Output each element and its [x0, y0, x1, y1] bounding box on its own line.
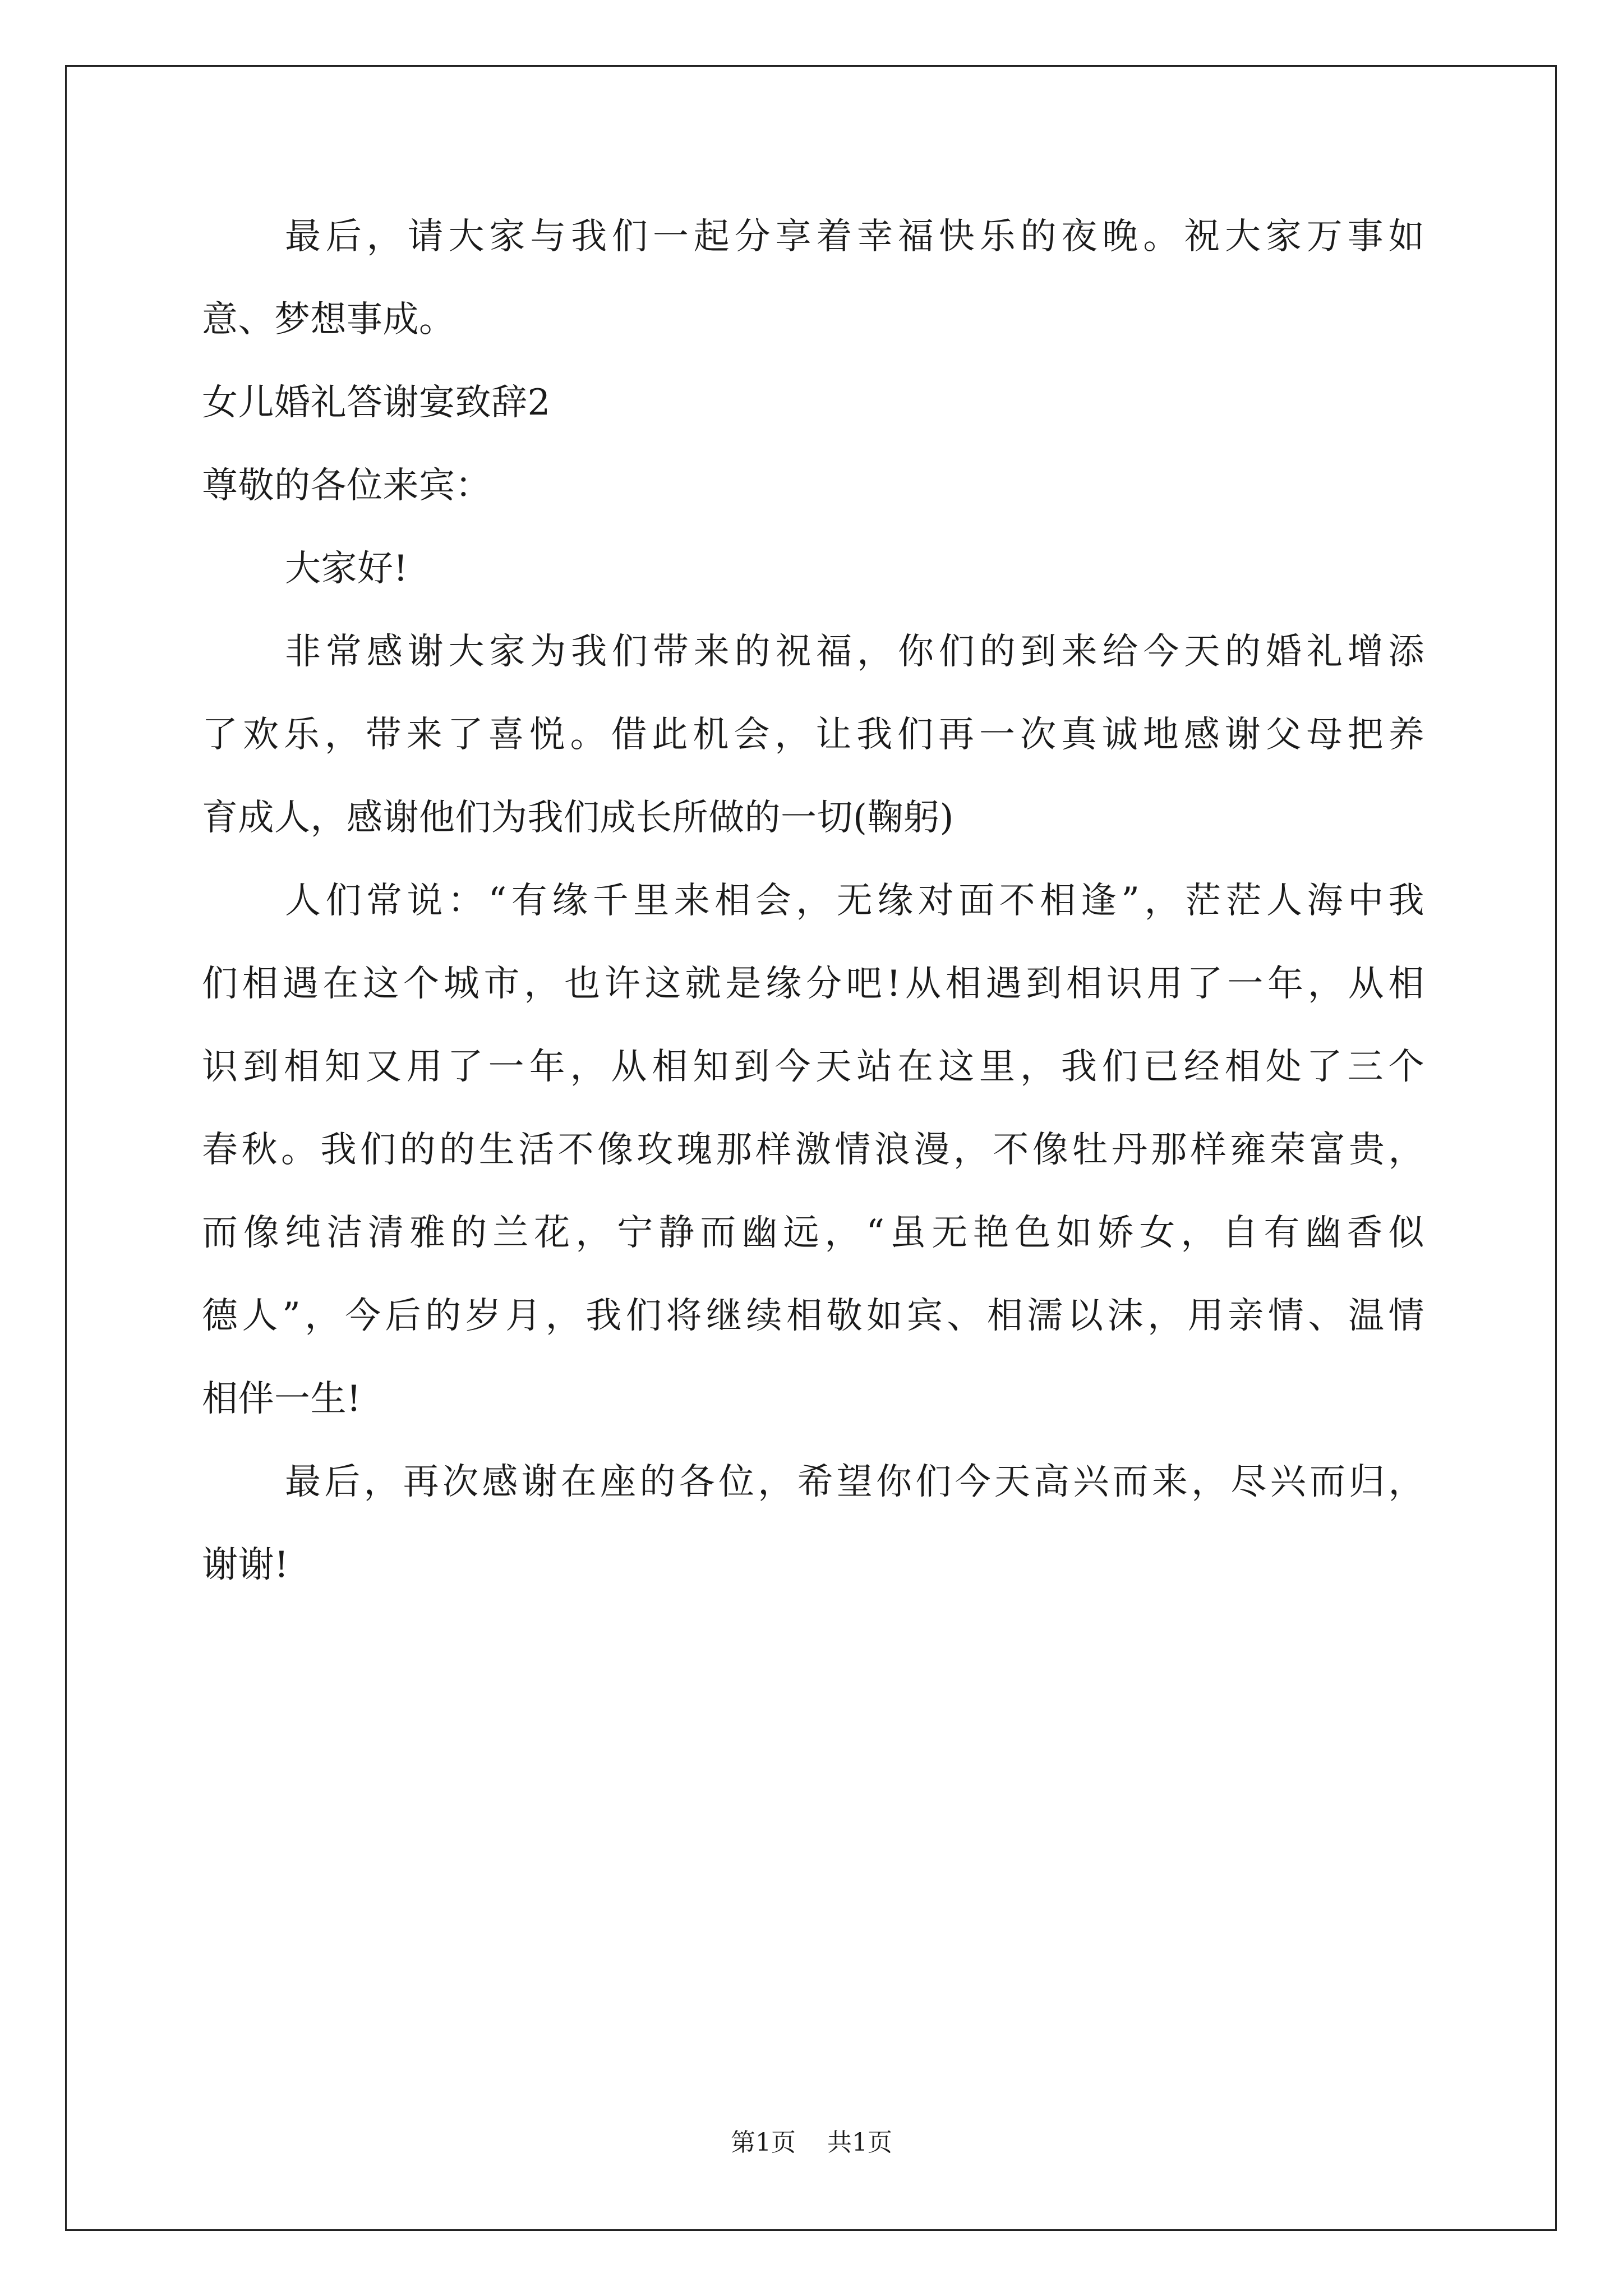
page-footer: [0, 2128, 1623, 2157]
paragraph-line: 春秋。我们的的生活不像玫瑰那样激情浪漫，不像牡丹那样雍荣富贵，: [202, 1129, 1424, 1171]
paragraph-line: 德人”，今后的岁月，我们将继续相敬如宾、相濡以沫，用亲情、温情: [202, 1295, 1424, 1337]
paragraph-line: 非常感谢大家为我们带来的祝福，你们的到来给今天的婚礼增添: [285, 631, 1424, 673]
paragraph-line: 而像纯洁清雅的兰花，宁静而幽远，“虽无艳色如娇女，自有幽香似: [202, 1212, 1424, 1254]
paragraph-line: 育成人，感谢他们为我们成长所做的一切(鞠躬): [202, 797, 954, 839]
paragraph-line: 最后，再次感谢在座的各位，希望你们今天高兴而来，尽兴而归，: [285, 1461, 1424, 1503]
paragraph-line: 了欢乐，带来了喜悦。借此机会，让我们再一次真诚地感谢父母把养: [202, 714, 1424, 756]
paragraph-line: 相伴一生!: [202, 1378, 362, 1420]
paragraph-line: 们相遇在这个城市，也许这就是缘分吧!从相遇到相识用了一年，从相: [202, 963, 1424, 1005]
paragraph-line: 最后，请大家与我们一起分享着幸福快乐的夜晚。祝大家万事如: [285, 216, 1424, 257]
page-total: 共1页: [827, 2128, 892, 2157]
paragraph-line: 人们常说：“有缘千里来相会，无缘对面不相逢”，茫茫人海中我: [285, 880, 1424, 922]
salutation: 尊敬的各位来宾：: [202, 465, 491, 507]
paragraph-line: 识到相知又用了一年，从相知到今天站在这里，我们已经相处了三个: [202, 1046, 1424, 1088]
section-heading: 女儿婚礼答谢宴致辞2: [202, 382, 551, 424]
paragraph-line: 意、梦想事成。: [202, 299, 455, 341]
paragraph-line: 谢谢!: [202, 1544, 289, 1586]
page-number: 第1页: [731, 2128, 796, 2157]
greeting: 大家好!: [285, 548, 408, 590]
